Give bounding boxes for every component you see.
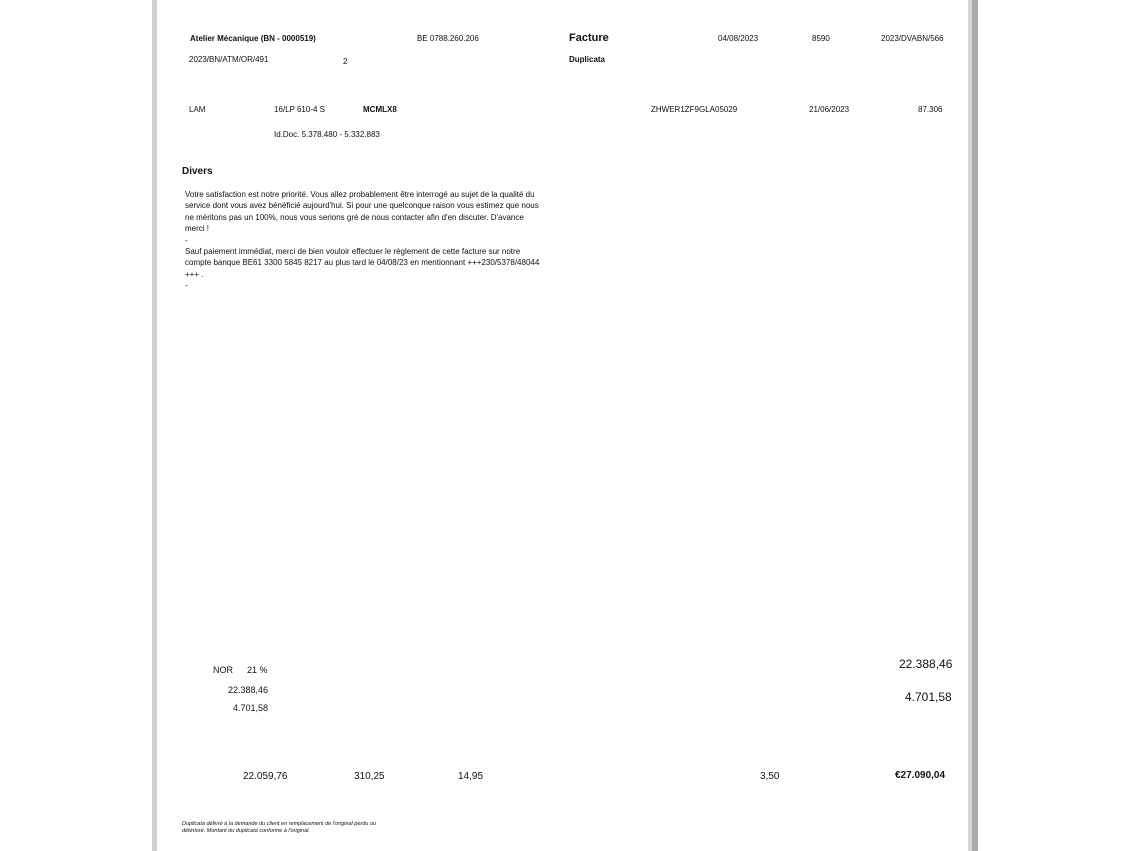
section-title: Divers bbox=[182, 166, 213, 177]
invoice-page bbox=[157, 0, 968, 851]
vat-rate: 21 % bbox=[247, 665, 268, 675]
viewer-scrollbar[interactable] bbox=[972, 0, 978, 851]
total-value-1: 22.059,76 bbox=[243, 771, 288, 782]
vat-amount: 4.701,58 bbox=[233, 703, 269, 713]
footer-note bbox=[182, 821, 376, 835]
doc-type-title: Facture bbox=[569, 32, 609, 44]
invoice-date: 04/08/2023 bbox=[718, 34, 759, 43]
document-ids: Id.Doc. 5.378.480 - 5.332.883 bbox=[274, 130, 380, 139]
footer-line: détérioré. Montant du duplicata conforme à l'original. bbox=[182, 828, 310, 834]
page-number: 2 bbox=[343, 57, 348, 66]
notes-line: merci ! bbox=[185, 224, 209, 234]
vehicle-mileage: 87.306 bbox=[918, 105, 943, 114]
vehicle-vin: ZHWER1ZF9GLA05029 bbox=[651, 105, 738, 114]
vat-base: 22.388,46 bbox=[228, 685, 269, 695]
notes-line: - bbox=[185, 235, 188, 245]
subtotal-right: 22.388,46 bbox=[899, 657, 953, 671]
total-value-2: 310,25 bbox=[354, 771, 385, 782]
vehicle-model: 16/LP 610-4 S bbox=[274, 105, 326, 114]
copy-label: Duplicata bbox=[569, 55, 606, 64]
vat-number: BE 0788.260.206 bbox=[417, 34, 479, 43]
notes-line: ne méritons pas un 100%, nous vous serions gré de nous contacter afin d'en discuter. D'avance bbox=[185, 212, 524, 222]
invoice-ref: 2023/DVABN/566 bbox=[881, 34, 944, 43]
vehicle-make: LAM bbox=[189, 105, 206, 114]
order-ref: 2023/BN/ATM/OR/491 bbox=[189, 55, 269, 64]
vehicle-plate: MCMLX8 bbox=[363, 105, 397, 114]
grand-total: €27.090,04 bbox=[895, 770, 946, 781]
total-value-3: 14,95 bbox=[458, 771, 484, 782]
total-value-4: 3,50 bbox=[760, 771, 780, 782]
invoice-code: 8590 bbox=[812, 34, 830, 43]
vat-code: NOR bbox=[213, 665, 233, 675]
notes-line: Votre satisfaction est notre priorité. Vous allez probablement être interrogé au sujet de la qualité du bbox=[185, 190, 535, 199]
notes-line: compte banque BE61 3300 5845 8217 au plus tard le 04/08/23 en mentionnant +++230/5378/48044 bbox=[185, 258, 540, 268]
notes-paragraph bbox=[185, 189, 575, 292]
notes-line: Sauf paiement immédiat, merci de bien vouloir effectuer le règlement de cette facture sur notre bbox=[185, 247, 521, 257]
vehicle-date: 21/06/2023 bbox=[809, 105, 850, 114]
company-name: Atelier Mécanique (BN - 0000519) bbox=[190, 34, 316, 43]
vat-right: 4.701,58 bbox=[905, 690, 952, 704]
notes-line: service dont vous avez bénéficié aujourd'hui. Si pour une quelconque raison vous estimez que nous bbox=[185, 201, 539, 211]
notes-line: +++ . bbox=[185, 269, 204, 279]
footer-line: Duplicata délivré à la demande du client en remplacement de l'original perdu ou bbox=[182, 821, 376, 827]
notes-line: - bbox=[185, 281, 188, 291]
